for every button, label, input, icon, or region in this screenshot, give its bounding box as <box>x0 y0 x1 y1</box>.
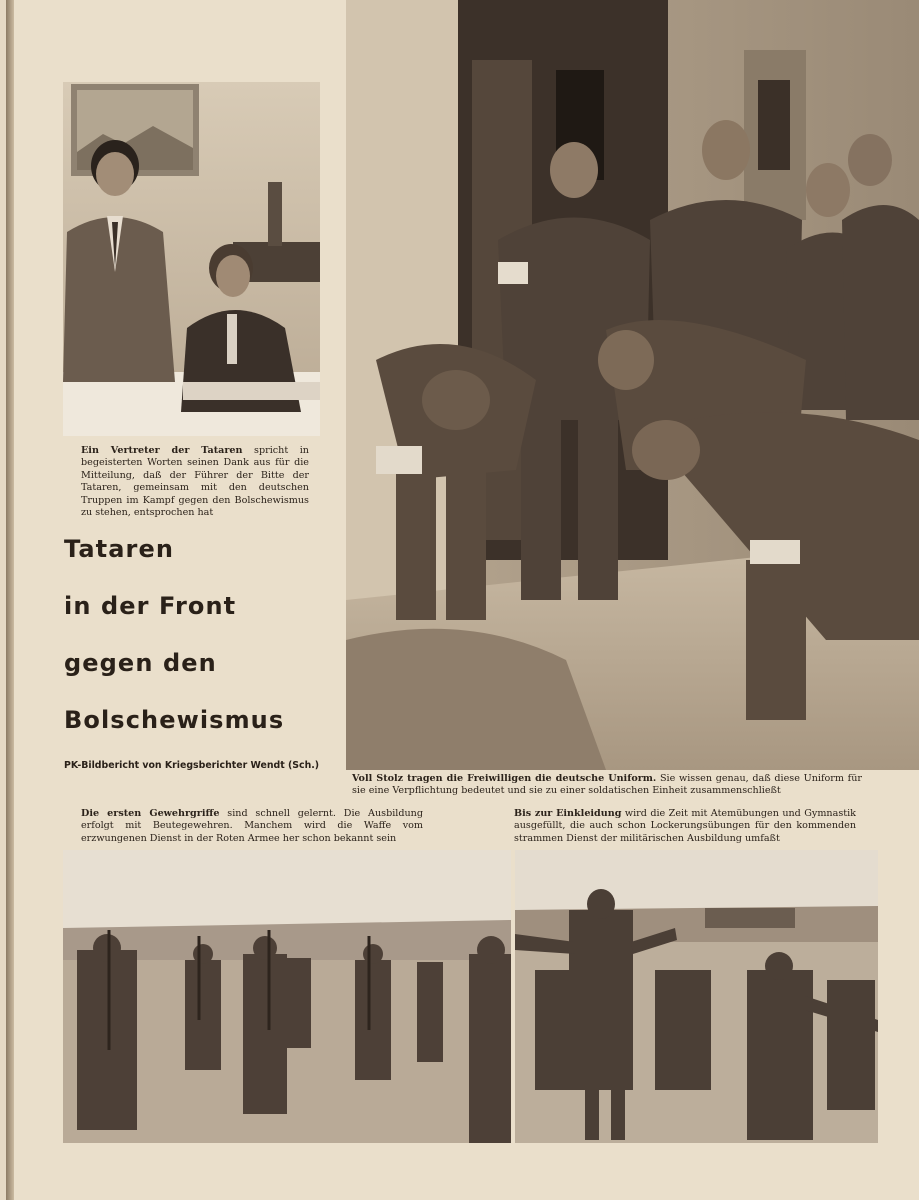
photo-uniforms <box>346 0 919 770</box>
caption-rifles-text: sind schnell gelernt. Die Ausbildung erfolgt mit Beutegewehren. Manchem wird die Waffe vom erzwungenen Dienst in der Roten Armee her schon bekannt sein <box>81 808 423 844</box>
caption-gymnastics <box>514 808 856 845</box>
caption-gymnastics-lead: Bis zur Einkleidung <box>514 808 622 819</box>
caption-uniforms-lead: Voll Stolz tragen die Freiwilligen die deutsche Uniform. <box>352 773 657 784</box>
photo-gymnastics <box>515 850 878 1143</box>
headline-line-1: Tataren <box>64 535 175 563</box>
magazine-page <box>6 0 919 1200</box>
caption-meeting-text: spricht in begeisterten Worten seinen Dank aus für die Mitteilung, daß der Führer der Bitte der Tataren, gemeinsam mit den deutschen Truppen im Kampf gegen den Bolschewismus zu stehen, entsprochen hat <box>81 445 309 519</box>
caption-rifles <box>81 808 423 845</box>
photo-rifle-drill <box>63 850 511 1143</box>
caption-rifles-lead: Die ersten Gewehrgriffe <box>81 808 220 819</box>
headline-line-3: gegen den <box>64 649 217 677</box>
page-spine-shadow <box>6 0 14 1200</box>
photo-meeting <box>63 82 320 436</box>
caption-meeting <box>81 445 309 519</box>
headline-line-2: in der Front <box>64 592 237 620</box>
caption-meeting-lead: Ein Vertreter der Tataren <box>81 445 243 456</box>
caption-uniforms <box>352 773 862 798</box>
caption-uniforms-text: Sie wissen genau, daß diese Uniform für sie eine Verpflichtung bedeutet und sie zu einer soldatischen Einheit zusammenschließt <box>352 773 862 797</box>
caption-gymnastics-text: wird die Zeit mit Atemübungen und Gymnastik ausgefüllt, die auch schon Lockerungsübungen für den kommenden strammen Dienst der militärischen Ausbildung umfaßt <box>514 808 856 844</box>
photo-credit: PK-Bildbericht von Kriegsberichter Wendt (Sch.) <box>64 760 320 771</box>
article-headline <box>64 528 354 756</box>
headline-line-4: Bolschewismus <box>64 706 285 734</box>
